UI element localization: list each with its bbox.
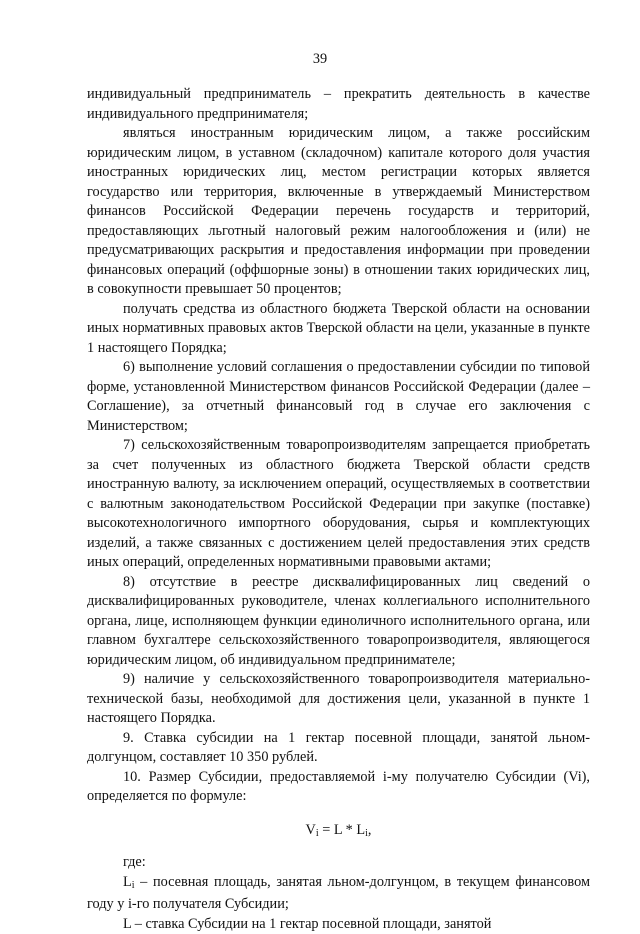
formula-v: V <box>306 822 316 838</box>
paragraph-2: являться иностранным юридическим лицом, а также российским юридическим лицом, в уставном (складочном) капитале которого доля участия иностранных юридических лиц, местом регистрации которых является государство или территория, включенные в утверждаемый Министерством финансов Российской Федерации перечень государств и территорий, предоставляющих льготный налоговый режим налогообложения и (или) не предусматривающих раскрытия и предоставления информации при проведении финансовых операций (оффшорные зоны) в отношении таких юридических лиц, в совокупности превышает 50 процентов; <box>87 124 590 300</box>
definition-l: L – ставка Субсидии на 1 гектар посевной площади, занятой <box>87 915 590 934</box>
definition-li-symbol: L <box>123 874 132 890</box>
definition-li <box>87 873 590 915</box>
page-number: 39 <box>0 50 640 70</box>
paragraph-clause-10: 10. Размер Субсидии, предоставляемой i-му получателю Субсидии (Vi), определяется по формуле: <box>87 768 590 807</box>
formula-l-subscript: i <box>365 828 368 839</box>
definition-li-text: – посевная площадь, занятая льном-долгунцом, в текущем финансовом году у i-го получателя Субсидии; <box>87 874 590 913</box>
where-label: где: <box>87 853 590 873</box>
paragraph-3: получать средства из областного бюджета Тверской области на основании иных нормативных правовых актов Тверской области на цели, указанные в пункте 1 настоящего Порядка; <box>87 300 590 359</box>
formula-tail: , <box>368 822 372 838</box>
formula-middle: = L * L <box>319 822 365 838</box>
paragraph-clause-9: 9. Ставка субсидии на 1 гектар посевной площади, занятой льном-долгунцом, составляет 10 350 рублей. <box>87 729 590 768</box>
paragraph-1: индивидуальный предприниматель – прекратить деятельность в качестве индивидуального предпринимателя; <box>87 85 590 124</box>
definition-li-subscript: i <box>132 880 135 891</box>
subsidy-formula <box>87 821 590 844</box>
paragraph-item-9: 9) наличие у сельскохозяйственного товаропроизводителя материально-технической базы, необходимой для достижения цели, указанной в пункте 1 настоящего Порядка. <box>87 670 590 729</box>
paragraph-item-7: 7) сельскохозяйственным товаропроизводителям запрещается приобретать за счет полученных из областного бюджета Тверской области средств иностранную валюту, за исключением операций, осуществляемых в соответствии с валютным законодательством Российской Федерации при закупке (поставке) высокотехнологичного импортного оборудования, сырья и комплектующих изделий, а также связанных с достижением целей предоставления этих средств иных операций, определенных нормативными правовыми актами; <box>87 436 590 573</box>
formula-v-subscript: i <box>316 828 319 839</box>
document-body <box>87 85 590 934</box>
paragraph-item-6: 6) выполнение условий соглашения о предоставлении субсидии по типовой форме, установленной Министерством финансов Российской Федерации (далее – Соглашение), за отчетный финансовый год в случае его заключения с Министерством; <box>87 358 590 436</box>
paragraph-item-8: 8) отсутствие в реестре дисквалифицированных лиц сведений о дисквалифицированных руководителе, членах коллегиального исполнительного органа, лице, исполняющем функции единоличного исполнительного органа, или главном бухгалтере сельскохозяйственного товаропроизводителя, являющегося юридическим лицом, об индивидуальном предпринимателе; <box>87 573 590 671</box>
